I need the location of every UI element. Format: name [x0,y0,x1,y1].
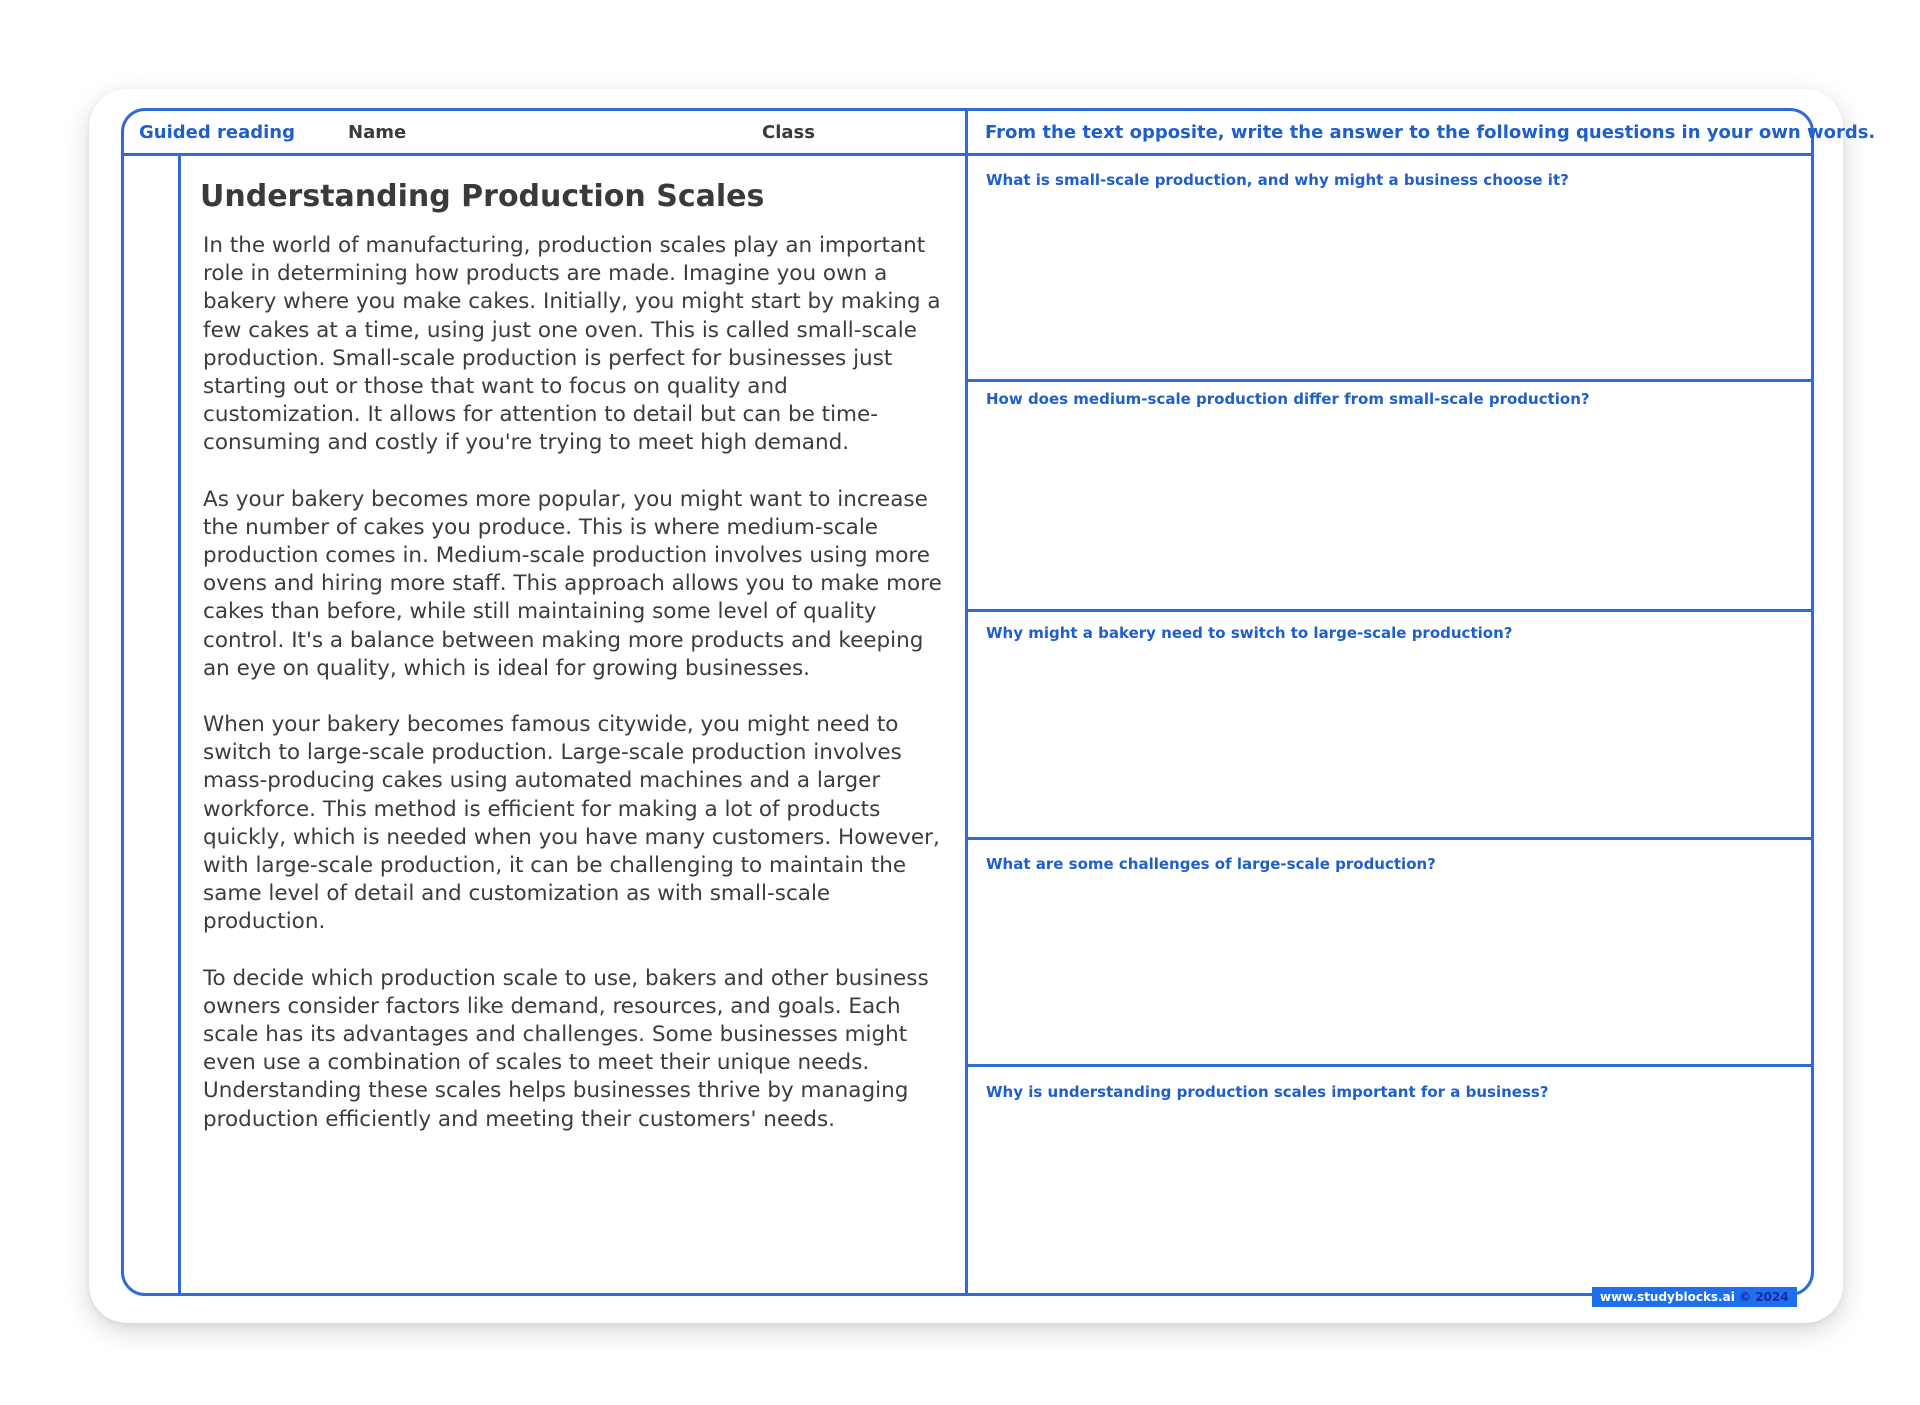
footer-site: www.studyblocks.ai [1600,1290,1735,1304]
passage-paragraph: As your bakery becomes more popular, you might want to increase the number of cakes you produce. This is where medium-scale production comes in. Medium-scale production involves using more ovens and hiring more staff. This approach allows you to make more cakes than before, while still maintaining some level of quality control. It's a balance between making more products and keeping an eye on quality, which is ideal for growing businesses. [203,486,942,681]
name-label: Name [348,122,407,143]
reading-passage [203,232,948,1162]
guided-reading-label: Guided reading [139,122,295,143]
question-3: Why might a bakery need to switch to large-scale production? [986,624,1513,642]
question-divider-3 [967,837,1812,840]
question-divider-1 [967,379,1812,382]
class-label: Class [762,122,815,143]
question-1: What is small-scale production, and why might a business choose it? [986,171,1569,189]
question-4: What are some challenges of large-scale production? [986,855,1436,873]
question-divider-2 [967,609,1812,612]
passage-title: Understanding Production Scales [200,179,765,214]
passage-paragraph: When your bakery becomes famous citywide, you might need to switch to large-scale production. Large-scale production involves mass-producing cakes using automated machines and a larger workforce. This method is efficient for making a lot of products quickly, which is needed when you have many customers. However, with large-scale production, it can be challenging to maintain the same level of detail and customization as with small-scale production. [203,712,940,935]
question-2: How does medium-scale production differ from small-scale production? [986,390,1590,408]
column-divider [965,110,968,1294]
instructions-text: From the text opposite, write the answer to the following questions in your own words. [985,122,1876,143]
question-divider-4 [967,1064,1812,1067]
passage-paragraph: In the world of manufacturing, production scales play an important role in determining how products are made. Imagine you own a bakery where you make cakes. Initially, you might start by making a few cakes at a time, using just one oven. This is called small-scale production. Small-scale production is perfect for businesses just starting out or those that want to focus on quality and customization. It allows for attention to detail but can be time-consuming and costly if you're trying to meet high demand. [203,233,941,456]
footer-year: © 2024 [1739,1290,1789,1304]
question-5: Why is understanding production scales important for a business? [986,1083,1549,1101]
margin-line [178,155,181,1294]
footer-badge [1592,1287,1797,1307]
passage-paragraph: To decide which production scale to use, bakers and other business owners consider factors like demand, resources, and goals. Each scale has its advantages and challenges. Some businesses might even use a combination of scales to meet their unique needs. Understanding these scales helps businesses thrive by managing production efficiently and meeting their customers' needs. [203,965,929,1132]
